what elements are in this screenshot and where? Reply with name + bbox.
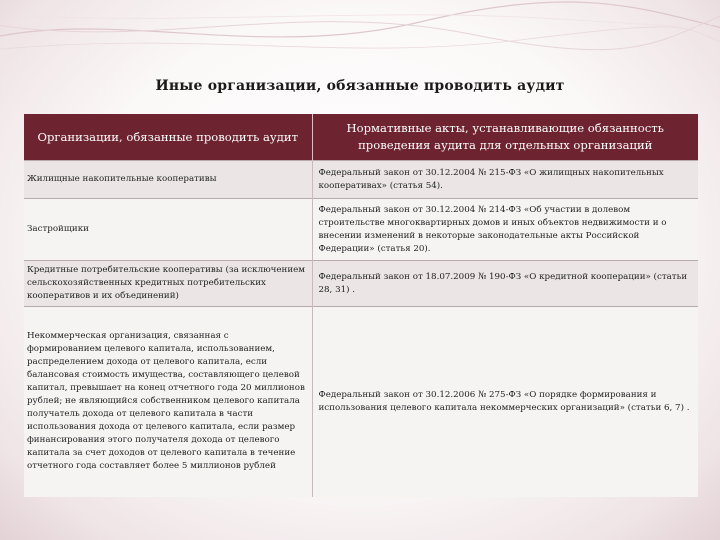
organization-cell: Жилищные накопительные кооперативы <box>24 161 312 199</box>
organization-cell: Некоммерческая организация, связанная с формированием целевого капитала, использованием, распределением дохода от целевого капитала, если балансовая стоимость имущества, составляющего целевой капитал, превышает на конец отчетного года 20 миллионов рублей; не являющийся собственником целевого капитала получатель дохода от целевого капитала в части использования дохода от целевого капитала, если размер финансирования этого получателя дохода от целевого капитала за счет доходов от целевого капитала в течение отчетного года составляет более 5 миллионов рублей <box>24 307 312 497</box>
normative-act-cell: Федеральный закон от 30.12.2004 № 214-ФЗ «Об участии в долевом строительстве многоквартирных домов и иных объектов недвижимости и о внесении изменений в некоторые законодательные акты Российской Федерации» (статья 20). <box>312 199 698 261</box>
audit-organizations-table <box>24 114 698 497</box>
normative-act-cell: Федеральный закон от 30.12.2004 № 215-ФЗ «О жилищных накопительных кооперативах» (статья 54). <box>312 161 698 199</box>
header-normative-acts: Нормативные акты, устанавливающие обязанность проведения аудита для отдельных организаций <box>312 114 698 161</box>
table-header-row <box>24 114 698 161</box>
normative-act-cell: Федеральный закон от 30.12.2006 № 275-ФЗ «О порядке формирования и использования целевого капитала некоммерческих организаций» (статьи 6, 7) . <box>312 307 698 497</box>
organization-cell: Застройщики <box>24 199 312 261</box>
table-row <box>24 161 698 199</box>
normative-act-cell: Федеральный закон от 18.07.2009 № 190-ФЗ «О кредитной кооперации» (статьи 28, 31) . <box>312 261 698 307</box>
page-title: Иные организации, обязанные проводить аудит <box>155 78 565 94</box>
table-row <box>24 261 698 307</box>
table-row <box>24 199 698 261</box>
table-row <box>24 307 698 497</box>
decorative-header-swirls <box>0 0 720 70</box>
header-organizations: Организации, обязанные проводить аудит <box>24 114 312 161</box>
organization-cell: Кредитные потребительские кооперативы (за исключением сельскохозяйственных кредитных потребительских кооперативов и их объединений) <box>24 261 312 307</box>
